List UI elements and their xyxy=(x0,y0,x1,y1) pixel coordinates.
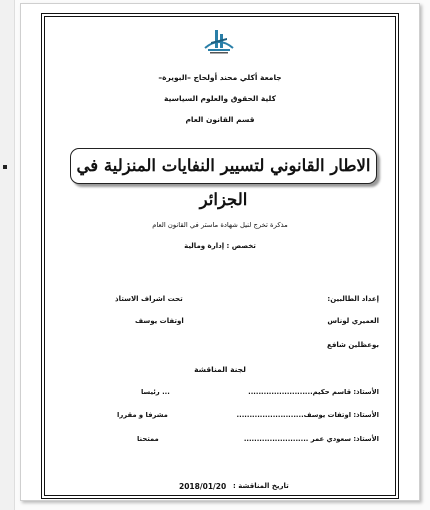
thesis-title-box xyxy=(70,148,377,209)
page-border-inner xyxy=(44,16,396,496)
committee-member-1: الأستاذ: قاسم حكيم......................... xyxy=(248,388,379,396)
viewer-left-edge xyxy=(0,0,15,510)
committee-member-2: الأستاذ: اوتفات يوسف.......................... xyxy=(236,411,379,419)
committee-role-3: ممتحنا xyxy=(137,435,159,443)
page-marker xyxy=(3,165,7,169)
document-page xyxy=(20,3,420,501)
student-name-1: العميري لوناس xyxy=(327,317,379,325)
department-name: قسم القانون العام xyxy=(185,115,255,124)
committee-title: لجنة المناقشة xyxy=(194,365,246,374)
supervisor-name: اوتفات يوسف xyxy=(135,317,184,325)
degree-statement: مذكرة تخرج لنيل شهادة ماستر في القانون العام xyxy=(152,221,288,229)
committee-member-3: الأستاذ: سعودي عمر ......................... xyxy=(243,435,379,443)
committee-role-2: مشرفا و مقررا xyxy=(117,411,168,419)
faculty-name: كلية الحقوق والعلوم السياسية xyxy=(164,94,276,103)
defense-date: 2018/01/20 xyxy=(179,482,227,491)
committee-role-1: ... رئيسا xyxy=(141,388,170,396)
university-name: جامعة أكلي محند أولحاج –البويرة– xyxy=(158,73,282,82)
specialty: تخصص : إدارة ومالية xyxy=(184,242,256,250)
students-label: إعداد الطالبين: xyxy=(327,295,379,303)
thesis-title: الاطار القانوني لتسيير النفايات المنزلية في الجزائر xyxy=(76,156,371,209)
student-name-2: بوعظلين شافع xyxy=(327,341,379,349)
supervisor-label: تحت اشراف الاستاذ xyxy=(115,295,183,303)
university-logo-icon xyxy=(199,26,239,56)
defense-date-label: تاريخ المناقشة : xyxy=(233,482,289,490)
